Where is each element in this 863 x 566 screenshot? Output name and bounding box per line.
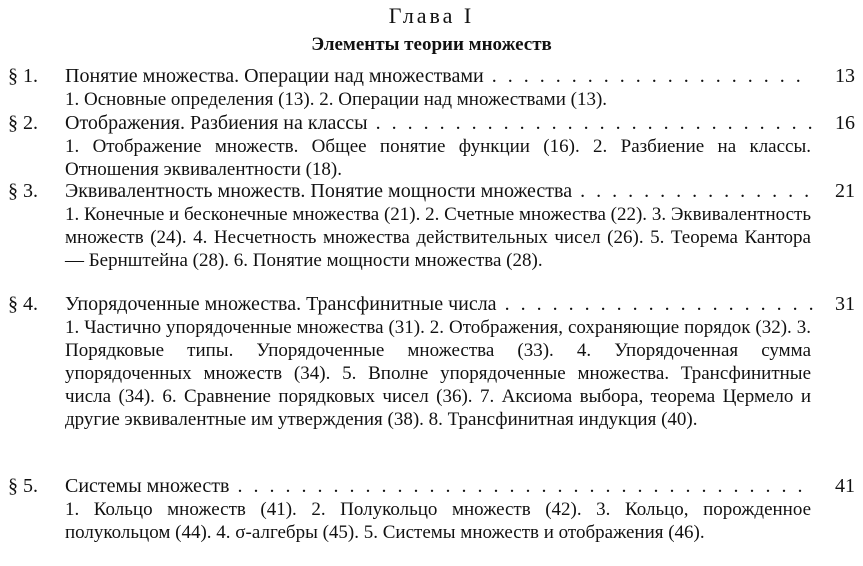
section-contents: 1. Основные определения (13). 2. Операции над множествами (13).	[65, 89, 608, 110]
section-number: § 4.	[8, 293, 38, 315]
section-title: Системы множеств . . .	[65, 475, 813, 498]
section-contents: 1. Конечные и бесконечные множества (21). 2. Счетные множества (22). 3. Эквивалентность множеств (24). 4. Несчетность множества действительных чисел (26). 5. Теорема Кантора — Бернштейна (28). 6. Понятие мощности множества (28).	[65, 204, 811, 271]
section-title: Понятие множества. Операции над множествами . . .	[65, 65, 813, 88]
section-number: § 3.	[8, 180, 38, 202]
section-heading	[0, 180, 863, 203]
toc-section	[0, 65, 863, 111]
section-title: Эквивалентность множеств. Понятие мощности множества . . .	[65, 180, 813, 203]
section-title: Отображения. Разбиения на классы . . .	[65, 112, 813, 135]
section-number: § 1.	[8, 65, 38, 87]
section-page: 21	[835, 180, 855, 202]
toc-section	[0, 475, 863, 544]
section-page: 41	[835, 475, 855, 497]
section-page: 31	[835, 293, 855, 315]
section-contents: 1. Отображение множеств. Общее понятие функции (16). 2. Разбиение на классы. Отношения эквивалентности (18).	[65, 136, 811, 180]
section-heading	[0, 293, 863, 316]
section-title: Упорядоченные множества. Трансфинитные числа . . .	[65, 293, 813, 316]
section-heading	[0, 65, 863, 88]
section-heading	[0, 112, 863, 135]
toc-section	[0, 180, 863, 272]
toc-section	[0, 112, 863, 181]
section-heading	[0, 475, 863, 498]
section-number: § 5.	[8, 475, 38, 497]
section-contents: 1. Кольцо множеств (41). 2. Полукольцо множеств (42). 3. Кольцо, порожденное полукольцом (44). 4. σ-алгебры (45). 5. Системы множеств и отображения (46).	[65, 499, 811, 543]
section-page: 13	[835, 65, 855, 87]
chapter-heading: Глава I	[388, 3, 475, 28]
section-page: 16	[835, 112, 855, 134]
section-number: § 2.	[8, 112, 38, 134]
chapter-title: Элементы теории множеств	[311, 34, 552, 55]
toc-section	[0, 293, 863, 431]
section-contents: 1. Частично упорядоченные множества (31). 2. Отображения, сохраняющие порядок (32). 3. Порядковые типы. Упорядоченные множества (33). 4. Упорядоченная сумма упорядоченных множеств (34). 5. Вполне упорядоченные множества. Трансфинитные числа (34). 6. Сравнение порядковых чисел (36). 7. Аксиома выбора, теорема Цермело и другие эквивалентные им утверждения (38). 8. Трансфинитная индукция (40).	[65, 317, 811, 430]
